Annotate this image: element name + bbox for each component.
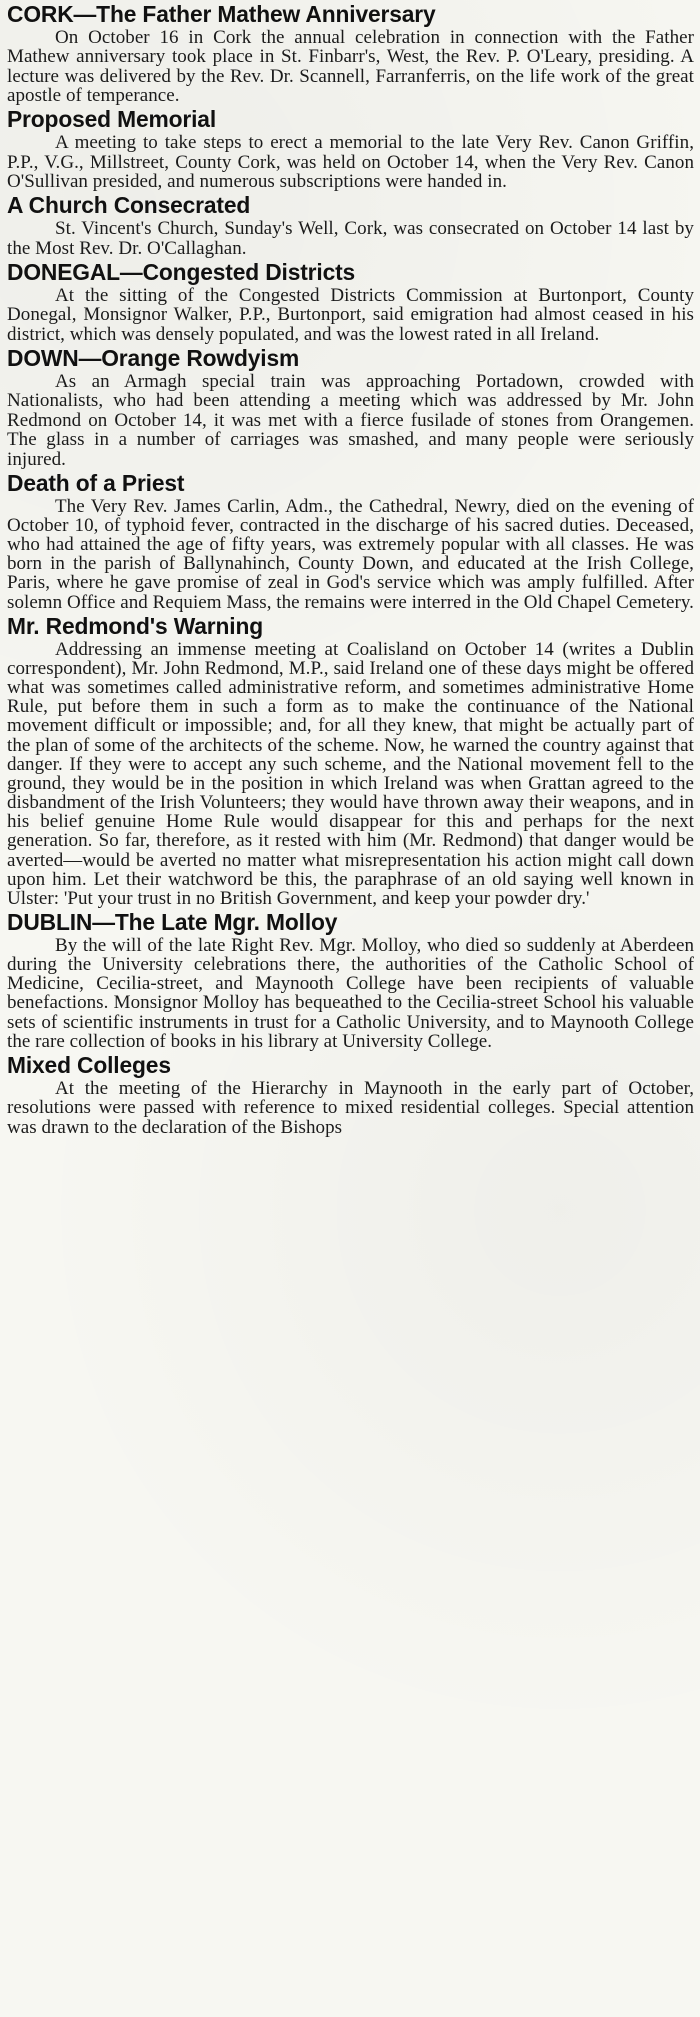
article-body: As an Armagh special train was approaching Portadown, crowded with Nationalists, who had been attending a meeting which was addressed by Mr. John Redmond on October 14, it was met with a fierce fusilade of stones from Orangemen. The glass in a number of carriages was smashed, and many people were seriously injured. <box>7 371 694 470</box>
article-body: St. Vincent's Church, Sunday's Well, Cork, was consecrated on October 14 last by the Most Rev. Dr. O'Callaghan. <box>7 218 694 259</box>
article-redmonds-warning <box>7 612 694 908</box>
article-body: By the will of the late Right Rev. Mgr. Molloy, who died so suddenly at Aberdeen during the University celebrations there, the authorities of the Catholic School of Medicine, Cecilia-street, and Maynooth College have been recipients of valuable benefactions. Monsignor Molloy has bequeathed to the Cecilia-street School his valuable sets of scientific instruments in trust for a Catholic University, and to Maynooth College the rare collection of books in his library at University College. <box>7 934 694 1052</box>
headline: Proposed Memorial <box>7 106 217 133</box>
headline: Mixed Colleges <box>7 1051 171 1078</box>
article-body: The Very Rev. James Carlin, Adm., the Cathedral, Newry, died on the evening of October 10, of typhoid fever, contracted in the discharge of his sacred duties. Deceased, who had attained the age of fifty years, was extremely popular with all classes. He was born in the parish of Ballynahinch, County Down, and educated at the Irish College, Paris, where he gave promise of zeal in God's service which was amply fulfilled. After solemn Office and Requiem Mass, the remains were interred in the Old Chapel Cemetery. <box>7 495 694 613</box>
headline: A Church Consecrated <box>7 192 251 219</box>
article-down-orange-rowdyism <box>7 344 694 469</box>
article-dublin-mgr-molloy <box>7 908 694 1051</box>
article-body: Addressing an immense meeting at Coalisland on October 14 (writes a Dublin correspondent), Mr. John Redmond, M.P., said Ireland one of these days might be offered what was sometimes called administrative reform, and sometimes administrative Home Rule, put before them in such a form as to make the continuance of the National movement difficult or impossible; and, for all they knew, that might be actually part of the plan of some of the architects of the scheme. Now, he warned the country against that danger. If they were to accept any such scheme, and the National movement fell to the ground, they would be in the position in which Ireland was when Grattan agreed to the disbandment of the Irish Volunteers; they would have thrown away their weapons, and in his belief genuine Home Rule would disappear for this and perhaps for the next generation. So far, therefore, as it rested with him (Mr. Redmond) that danger would be averted—would be averted no matter what misrepresentation his action might call down upon him. Let their watchword be this, the paraphrase of an old saying well known in Ulster: 'Put your trust in no British Government, and keep your powder dry.' <box>7 638 694 909</box>
article-proposed-memorial <box>7 105 694 191</box>
article-church-consecrated <box>7 191 694 258</box>
headline: DOWN—Orange Rowdyism <box>7 345 300 372</box>
article-donegal-congested-districts <box>7 258 694 344</box>
headline: DONEGAL—Congested Districts <box>7 259 356 286</box>
article-death-of-a-priest <box>7 469 694 612</box>
article-body: At the meeting of the Hierarchy in Maynooth in the early part of October, resolutions were passed with reference to mixed residential colleges. Special attention was drawn to the declaration of the Bishops <box>7 1077 694 1138</box>
article-body: On October 16 in Cork the annual celebration in connection with the Father Mathew anniversary took place in St. Finbarr's, West, the Rev. P. O'Leary, presiding. A lecture was delivered by the Rev. Dr. Scannell, Farranferris, on the life work of the great apostle of temperance. <box>7 27 694 107</box>
article-mixed-colleges <box>7 1051 694 1137</box>
headline: Mr. Redmond's Warning <box>7 612 263 639</box>
article-body: At the sitting of the Congested Districts Commission at Burtonport, County Donegal, Monsignor Walker, P.P., Burtonport, said emigration had almost ceased in his district, which was densely populated, and was the lowest rated in all Ireland. <box>7 285 694 345</box>
headline: CORK—The Father Mathew Anniversary <box>7 1 436 27</box>
article-cork-father-mathew <box>7 0 694 105</box>
article-body: A meeting to take steps to erect a memorial to the late Very Rev. Canon Griffin, P.P., V.G., Millstreet, County Cork, was held on October 14, when the Very Rev. Canon O'Sullivan presided, and numerous subscriptions were handed in. <box>7 132 694 193</box>
headline: Death of a Priest <box>7 469 185 496</box>
headline: DUBLIN—The Late Mgr. Molloy <box>7 908 338 935</box>
